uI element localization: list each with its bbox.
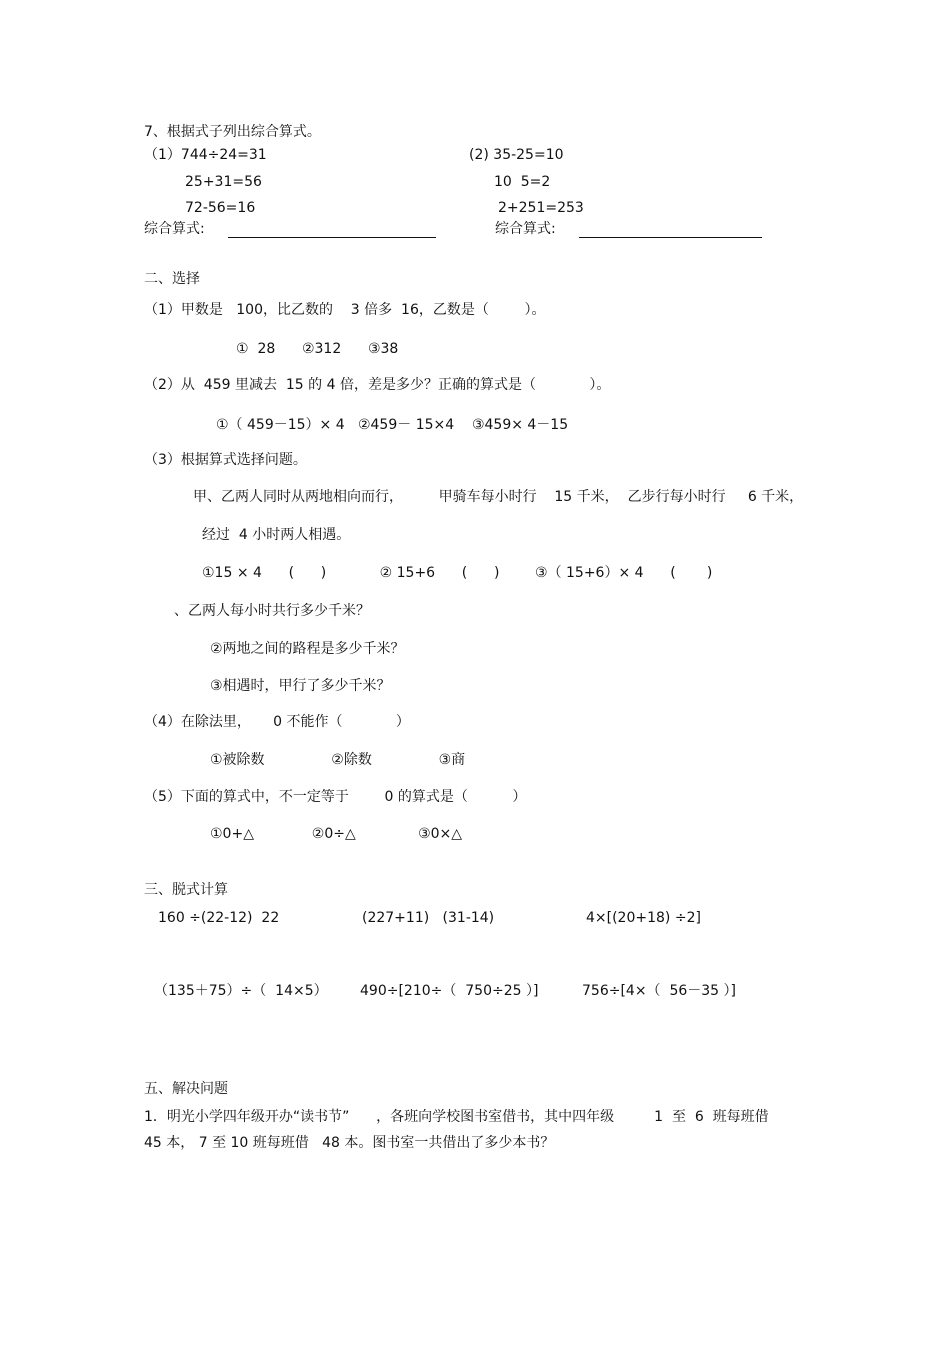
- q7-left-answer-line: [228, 237, 436, 238]
- q7-left-line1: （1）744÷24=31: [144, 147, 267, 163]
- s5-q1-line1: 1．明光小学四年级开办“读书节” ，各班向学校图书室借书，其中四年级 1 至 6 班每班借: [144, 1109, 769, 1125]
- s2-q5-options: ①0+△ ②0÷△ ③0×△: [210, 826, 463, 842]
- s2-q2-options: ①（ 459－15）× 4 ②459－ 15×4 ③459× 4－15: [216, 417, 569, 433]
- section2-title: 二、选择: [144, 271, 200, 287]
- q7-right-line3: 2+251=253: [498, 200, 584, 216]
- s2-q3-sub-question-2: ②两地之间的路程是多少千米？: [210, 641, 405, 657]
- s2-q4-stem: （4）在除法里， 0 不能作（ ）: [144, 714, 410, 730]
- s2-q3-sub-question-1: 、乙两人每小时共行多少千米？: [174, 603, 370, 619]
- s2-q1-stem: （1）甲数是 100，比乙数的 3 倍多 16，乙数是（ ）。: [144, 302, 546, 318]
- s3-expression-6: 756÷[4×（ 56－35 ）]: [582, 983, 736, 999]
- s2-q3-text-line2: 经过 4 小时两人相遇。: [202, 527, 351, 543]
- section3-title: 三、脱式计算: [144, 882, 228, 898]
- q7-left-line3: 72-56=16: [185, 200, 256, 216]
- s2-q5-stem: （5）下面的算式中，不一定等于 0 的算式是（ ）: [144, 789, 527, 805]
- s2-q3-sub-question-3: ③相遇时，甲行了多少千米？: [210, 678, 391, 694]
- s2-q3-options: ①15 × 4 ( ) ② 15+6 ( ) ③（ 15+6）× 4 ( ): [202, 565, 713, 581]
- s5-q1-line2: 45 本， 7 至 10 班每班借 48 本。图书室一共借出了多少本书？: [144, 1135, 555, 1151]
- s2-q3-text-line1: 甲、乙两人同时从两地相向而行， 甲骑车每小时行 15 千米， 乙步行每小时行 6 千米，: [193, 489, 804, 505]
- q7-right-line2: 10 5=2: [494, 174, 551, 190]
- s2-q2-stem: （2）从 459 里减去 15 的 4 倍，差是多少？正确的算式是（ ）。: [144, 377, 611, 393]
- q7-title: 7、根据式子列出综合算式。: [144, 124, 321, 140]
- q7-right-line1: (2) 35-25=10: [469, 147, 564, 163]
- q7-right-answer-label: 综合算式:: [495, 221, 556, 237]
- s2-q3-stem: （3）根据算式选择问题。: [144, 452, 307, 468]
- s2-q1-options: ① 28 ②312 ③38: [236, 341, 399, 357]
- section5-title: 五、解决问题: [144, 1081, 228, 1097]
- s3-expression-1: 160 ÷(22-12) 22: [158, 910, 280, 926]
- s3-expression-3: 4×[(20+18) ÷2]: [586, 910, 701, 926]
- s3-expression-5: 490÷[210÷（ 750÷25 ）]: [360, 983, 539, 999]
- q7-left-answer-label: 综合算式:: [144, 221, 205, 237]
- q7-left-line2: 25+31=56: [185, 174, 262, 190]
- s2-q4-options: ①被除数 ②除数 ③商: [210, 752, 466, 768]
- q7-right-answer-line: [579, 237, 762, 238]
- s3-expression-4: （135＋75）÷（ 14×5）: [154, 983, 328, 999]
- s3-expression-2: (227+11) (31-14): [362, 910, 495, 926]
